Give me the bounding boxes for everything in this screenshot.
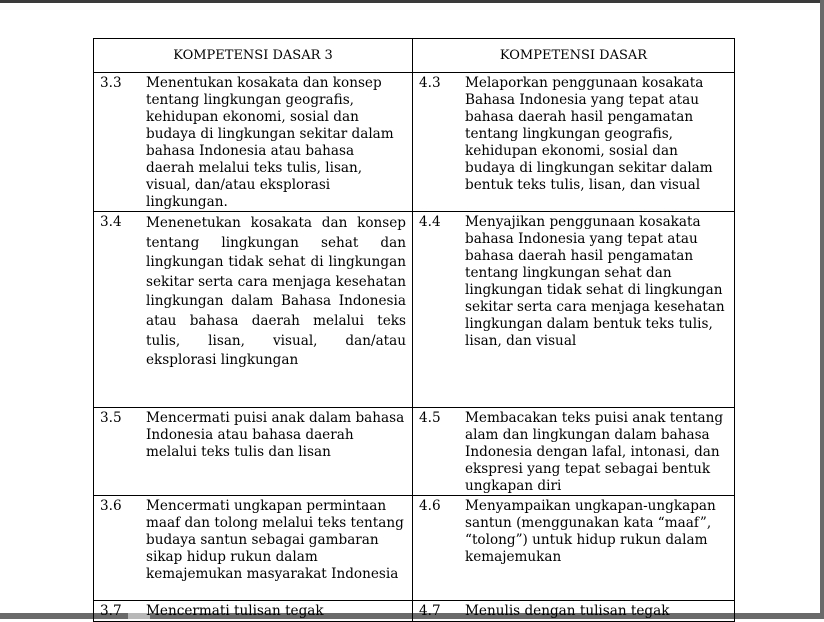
kompetensi-dasar-table bbox=[93, 38, 735, 622]
left-number: 3.6 bbox=[100, 498, 122, 514]
right-cell bbox=[413, 73, 735, 212]
right-cell bbox=[413, 601, 735, 622]
header-right: KOMPETENSI DASAR bbox=[413, 39, 735, 73]
left-cell bbox=[94, 212, 413, 408]
right-number: 4.5 bbox=[419, 410, 441, 426]
left-cell bbox=[94, 496, 413, 601]
right-cell bbox=[413, 408, 735, 496]
left-cell bbox=[94, 601, 413, 622]
window-right-border bbox=[820, 0, 824, 619]
right-text: Menyampaikan ungkapan-ungkapan santun (menggunakan kata “maaf”, “tolong”) untuk hidup rukun dalam kemajemukan bbox=[465, 498, 716, 565]
right-text: Melaporkan penggunaan kosakata Bahasa Indonesia yang tepat atau bahasa daerah hasil pengamatan tentang lingkungan geografis, kehidupan ekonomi, sosial dan budaya di lingkungan sekitar dalam bentuk teks tulis, lisan, dan visual bbox=[465, 75, 713, 193]
left-number: 3.5 bbox=[100, 410, 122, 426]
left-text: Mencermati puisi anak dalam bahasa Indonesia atau bahasa daerah melalui teks tulis dan lisan bbox=[146, 410, 405, 460]
left-number: 3.7 bbox=[100, 603, 122, 619]
left-number: 3.4 bbox=[100, 214, 122, 230]
table-header-row bbox=[94, 39, 735, 73]
left-number: 3.3 bbox=[100, 75, 122, 91]
left-cell bbox=[94, 408, 413, 496]
table-row bbox=[94, 496, 735, 601]
right-number: 4.6 bbox=[419, 498, 441, 514]
table-row bbox=[94, 601, 735, 622]
left-text: Mencermati ungkapan permintaan maaf dan tolong melalui teks tentang budaya santun sebagai gambaran sikap hidup rukun dalam kemajemukan masyarakat Indonesia bbox=[146, 498, 404, 582]
right-text: Membacakan teks puisi anak tentang alam dan lingkungan dalam bahasa Indonesia dengan lafal, intonasi, dan ekspresi yang tepat sebagai bentuk ungkapan diri bbox=[465, 410, 724, 494]
header-left: KOMPETENSI DASAR 3 bbox=[94, 39, 413, 73]
right-number: 4.7 bbox=[419, 603, 441, 619]
table-row bbox=[94, 408, 735, 496]
right-number: 4.3 bbox=[419, 75, 441, 91]
table-row bbox=[94, 212, 735, 408]
right-cell bbox=[413, 212, 735, 408]
right-number: 4.4 bbox=[419, 214, 441, 230]
left-cell bbox=[94, 73, 413, 212]
table-row bbox=[94, 73, 735, 212]
left-text: Menentukan kosakata dan konsep tentang lingkungan geografis, kehidupan ekonomi, sosial dan budaya di lingkungan sekitar dalam bahasa Indonesia atau bahasa daerah melalui teks tulis, lisan, visual, dan/atau eksplorasi lingkungan. bbox=[146, 75, 394, 210]
left-text: Menenetukan kosakata dan konsep tentang lingkungan sehat dan lingkungan tidak sehat di lingkungan sekitar serta cara menjaga kesehatan lingkungan dalam Bahasa Indonesia atau bahasa daerah melalui teks tulis, lisan, visual, dan/atau eksplorasi lingkungan bbox=[146, 215, 406, 369]
window-top-border bbox=[0, 0, 824, 3]
right-cell bbox=[413, 496, 735, 601]
right-text: Menyajikan penggunaan kosakata bahasa Indonesia yang tepat atau bahasa daerah hasil pengamatan tentang lingkungan sehat dan lingkungan tidak sehat di lingkungan sekitar serta cara menjaga kesehatan lingkungan dalam bentuk teks tulis, lisan, dan visual bbox=[465, 214, 725, 349]
left-text: Mencermati tulisan tegak bbox=[146, 603, 324, 619]
right-text: Menulis dengan tulisan tegak bbox=[465, 603, 670, 619]
